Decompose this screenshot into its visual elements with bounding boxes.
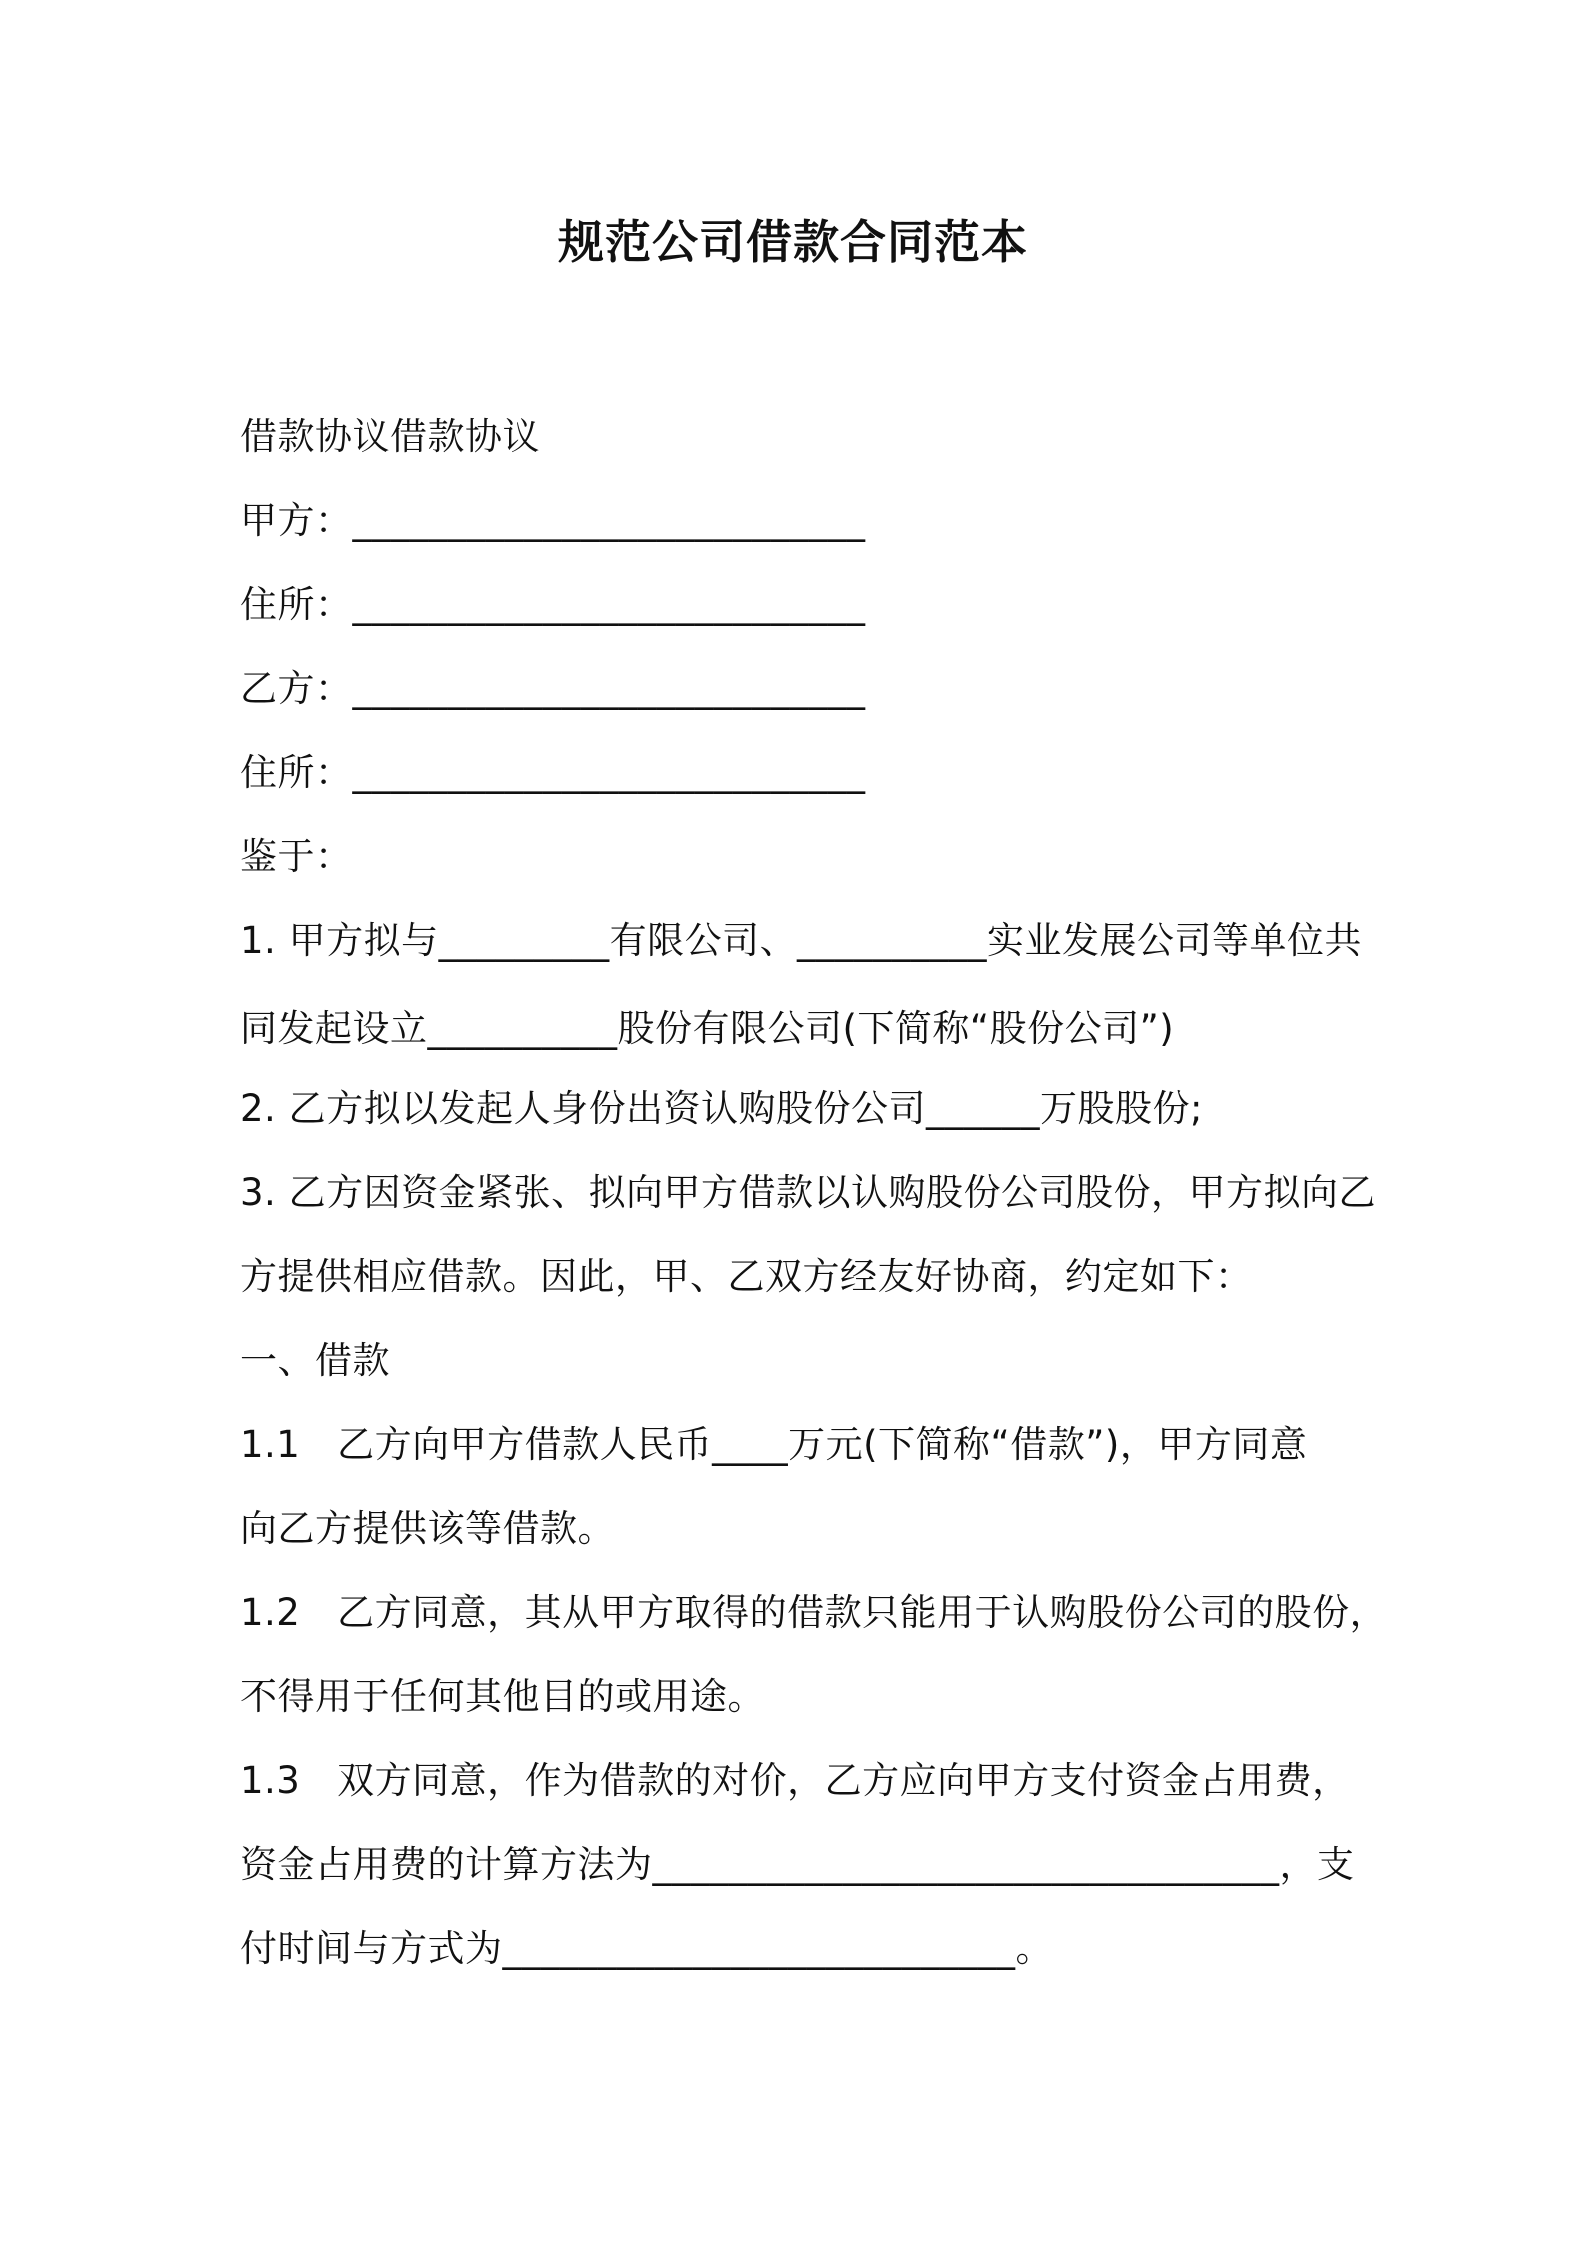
whereas-heading: 鉴于： — [240, 835, 353, 878]
recital-2-line: 2. 乙方拟以发起人身份出资认购股份公司______万股股份; — [240, 1087, 1204, 1130]
clause-1-1-line-1: 1.1 乙方向甲方借款人民币____万元(下简称“借款”)，甲方同意 — [240, 1423, 1308, 1466]
clause-1-2-line-2: 不得用于任何其他目的或用途。 — [240, 1675, 765, 1718]
recital-1-line-1: 1. 甲方拟与_________有限公司、__________实业发展公司等单位共 — [240, 919, 1363, 962]
party-a-line: 甲方：___________________________ — [240, 499, 866, 542]
party-b-address-line: 住所：___________________________ — [240, 751, 866, 794]
agreement-heading: 借款协议借款协议 — [240, 415, 540, 458]
section-1-heading: 一、借款 — [240, 1339, 390, 1382]
clause-1-2-line-1: 1.2 乙方同意，其从甲方取得的借款只能用于认购股份公司的股份， — [240, 1591, 1388, 1634]
document-title: 规范公司借款合同范本 — [558, 215, 1028, 269]
clause-1-3-line-1: 1.3 双方同意，作为借款的对价，乙方应向甲方支付资金占用费， — [240, 1759, 1350, 1802]
clause-1-3-line-3: 付时间与方式为___________________________。 — [240, 1927, 1053, 1970]
clause-1-1-line-2: 向乙方提供该等借款。 — [240, 1507, 615, 1550]
clause-1-3-line-2: 资金占用费的计算方法为_________________________________，支 — [240, 1843, 1355, 1886]
party-b-line: 乙方：___________________________ — [240, 667, 866, 710]
recital-3-line-1: 3. 乙方因资金紧张、拟向甲方借款以认购股份公司股份，甲方拟向乙 — [240, 1171, 1377, 1214]
recital-1-line-2: 同发起设立__________股份有限公司(下简称“股份公司”) — [240, 1007, 1175, 1050]
recital-3-line-2: 方提供相应借款。因此，甲、乙双方经友好协商，约定如下： — [240, 1255, 1253, 1298]
party-a-address-line: 住所：___________________________ — [240, 583, 866, 626]
